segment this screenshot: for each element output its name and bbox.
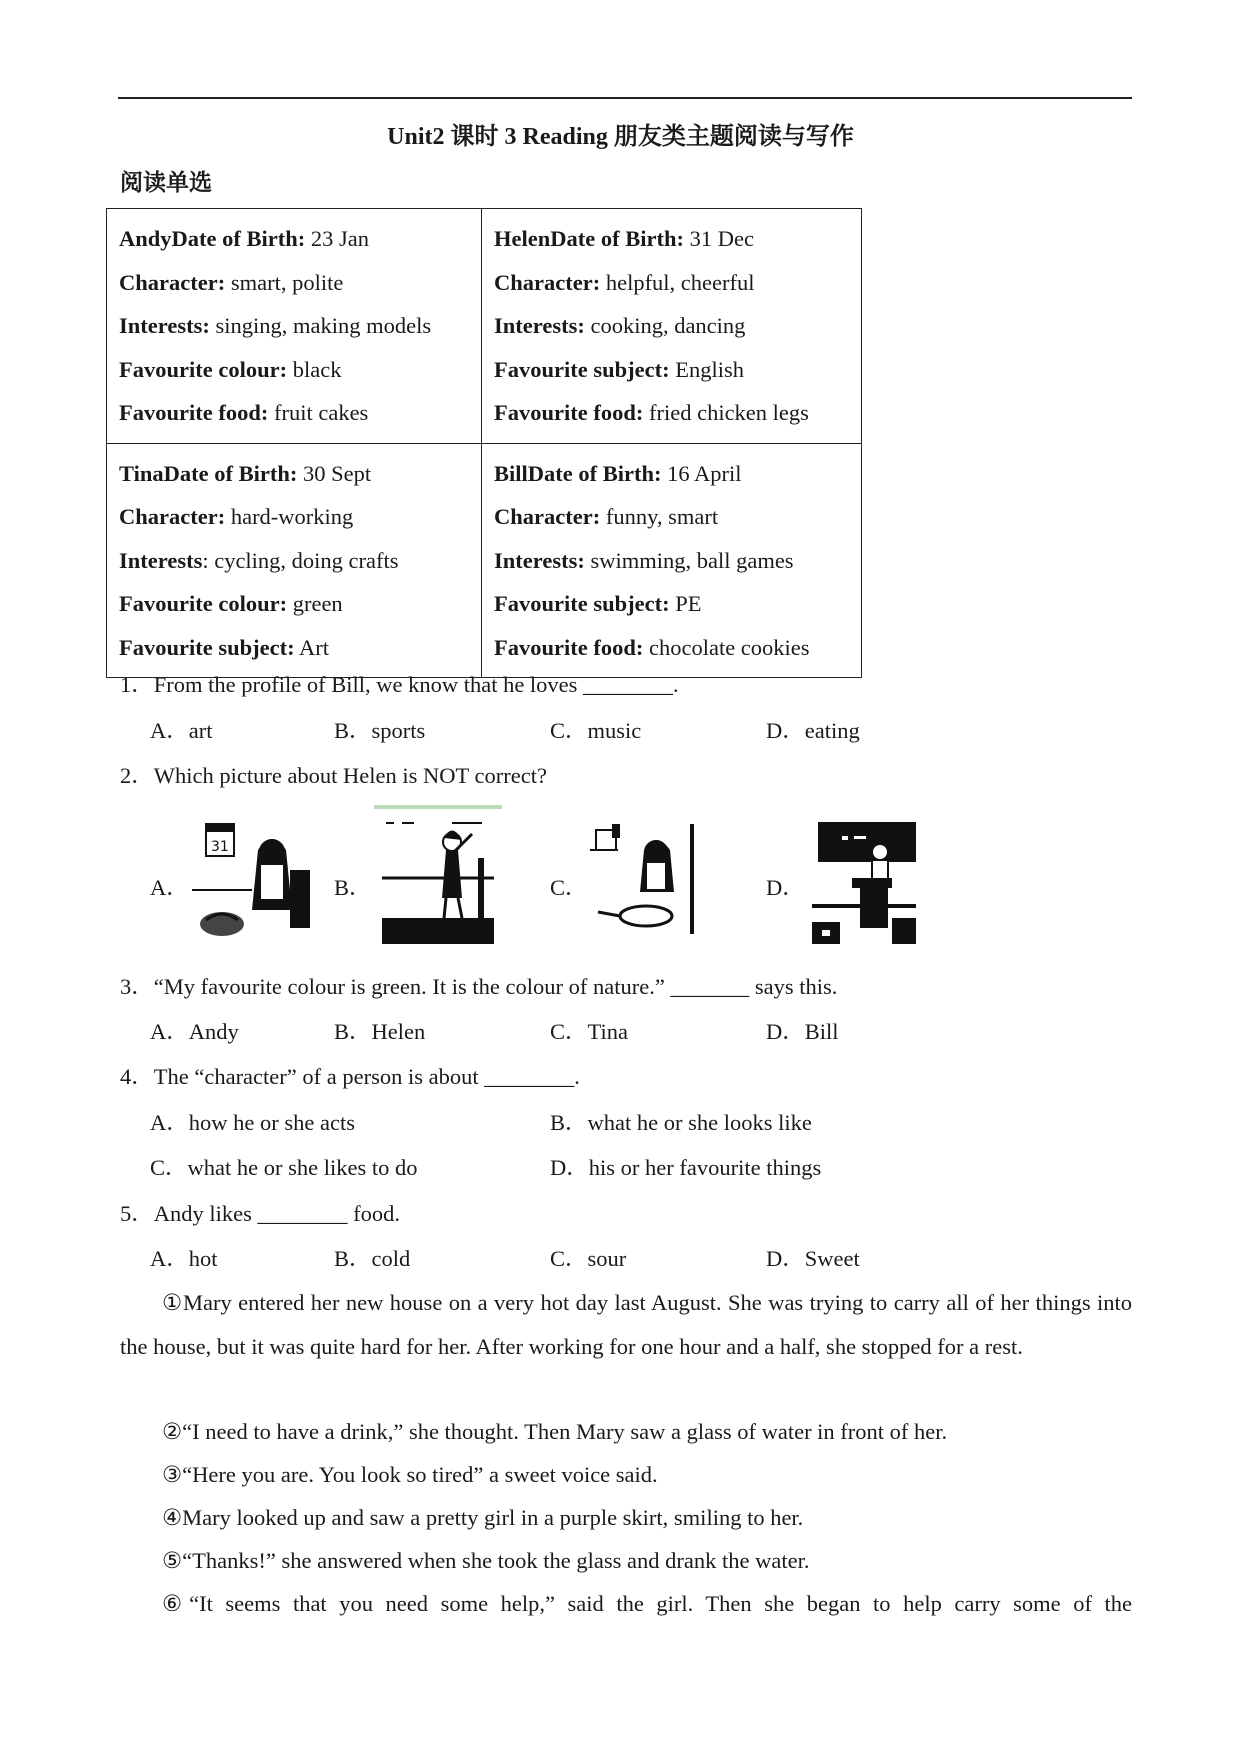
profile-line: Favourite food: fruit cakes <box>119 400 369 425</box>
story-paragraph-5: ⑤“Thanks!” she answered when she took the glass and drank the water. <box>162 1548 810 1573</box>
calendar-date-label: 31 <box>211 839 229 855</box>
helen-dancing-picture <box>382 818 494 944</box>
helen-speaking-picture <box>812 822 916 944</box>
profile-table <box>106 208 862 678</box>
page-title: Unit2 课时 3 Reading 朋友类主题阅读与写作 <box>387 124 854 150</box>
profile-line: Interests: singing, making models <box>119 313 432 338</box>
picture-highlight <box>374 805 502 809</box>
profile-andy <box>107 209 482 444</box>
profile-line: Character: hard-working <box>119 504 354 529</box>
option-3a[interactable]: A．Andy <box>150 1019 239 1044</box>
profile-line: Favourite subject: PE <box>494 591 702 616</box>
question-2: 2．Which picture about Helen is NOT correct? <box>120 763 547 788</box>
option-3c[interactable]: C．Tina <box>550 1019 628 1044</box>
profile-line: Interests: cycling, doing crafts <box>119 547 399 573</box>
profile-line: Character: helpful, cheerful <box>494 269 755 295</box>
option-4b[interactable]: B．what he or she looks like <box>550 1110 812 1135</box>
header-rule <box>118 97 1132 99</box>
option-1d[interactable]: D．eating <box>766 718 860 743</box>
profile-line: Character: smart, polite <box>119 269 344 295</box>
option-1a[interactable]: A．art <box>150 718 213 743</box>
question-5: 5．Andy likes ________ food. <box>120 1201 400 1226</box>
option-4c[interactable]: C．what he or she likes to do <box>150 1155 418 1180</box>
option-2b[interactable]: B． <box>334 875 372 900</box>
story-paragraph-4: ④Mary looked up and saw a pretty girl in a purple skirt, smiling to her. <box>162 1505 804 1530</box>
profile-line: AndyDate of Birth: 23 Jan <box>119 226 369 251</box>
option-2d[interactable]: D． <box>766 875 805 900</box>
profile-line: Favourite colour: black <box>119 356 342 382</box>
profile-line: Interests: cooking, dancing <box>494 313 746 338</box>
question-4: 4．The “character” of a person is about ________. <box>120 1064 580 1089</box>
option-5d[interactable]: D．Sweet <box>766 1246 860 1271</box>
story-paragraph-3: ③“Here you are. You look so tired” a sweet voice said. <box>162 1462 658 1487</box>
option-5b[interactable]: B．cold <box>334 1246 411 1271</box>
option-4d[interactable]: D．his or her favourite things <box>550 1155 822 1180</box>
option-1b[interactable]: B．sports <box>334 718 426 743</box>
option-5a[interactable]: A．hot <box>150 1246 218 1271</box>
profile-line: Favourite subject: English <box>494 356 744 382</box>
option-3d[interactable]: D．Bill <box>766 1019 839 1044</box>
profile-helen <box>482 209 862 444</box>
profile-bill <box>482 443 862 678</box>
question-1: 1．From the profile of Bill, we know that he loves ________. <box>120 672 679 697</box>
profile-line: HelenDate of Birth: 31 Dec <box>494 226 754 251</box>
option-1c[interactable]: C．music <box>550 718 642 743</box>
section-heading: 阅读单选 <box>120 170 212 196</box>
option-2c[interactable]: C． <box>550 875 588 900</box>
profile-line: Favourite food: fried chicken legs <box>494 400 809 425</box>
table-row <box>107 209 862 444</box>
story-paragraph-2: ②“I need to have a drink,” she thought. Then Mary saw a glass of water in front of her. <box>162 1419 948 1444</box>
profile-tina <box>107 443 482 678</box>
profile-line: TinaDate of Birth: 30 Sept <box>119 460 372 486</box>
profile-line: Favourite subject: Art <box>119 634 329 660</box>
option-4a[interactable]: A．how he or she acts <box>150 1110 355 1135</box>
profile-line: Favourite colour: green <box>119 591 343 616</box>
question-3: 3．“My favourite colour is green. It is the colour of nature.” _______ says this. <box>120 974 838 999</box>
helen-cooking-picture-2 <box>590 822 700 938</box>
table-row <box>107 443 862 678</box>
option-2a[interactable]: A． <box>150 875 189 900</box>
profile-line: BillDate of Birth: 16 April <box>494 460 742 486</box>
story-paragraph-6: ⑥“It seems that you need some help,” said the girl. Then she began to help carry some of the <box>162 1591 1132 1616</box>
profile-line: Character: funny, smart <box>494 504 719 529</box>
option-5c[interactable]: C．sour <box>550 1246 627 1271</box>
story-paragraph-1: ①Mary entered her new house on a very hot day last August. She was trying to carry all of her things into the house, but it was quite hard for her. After working for one hour and a half, she stopped for a rest. <box>120 1290 1132 1359</box>
profile-line: Interests: swimming, ball games <box>494 547 794 573</box>
helen-cooking-picture <box>192 820 314 944</box>
option-3b[interactable]: B．Helen <box>334 1019 426 1044</box>
profile-line: Favourite food: chocolate cookies <box>494 634 810 660</box>
